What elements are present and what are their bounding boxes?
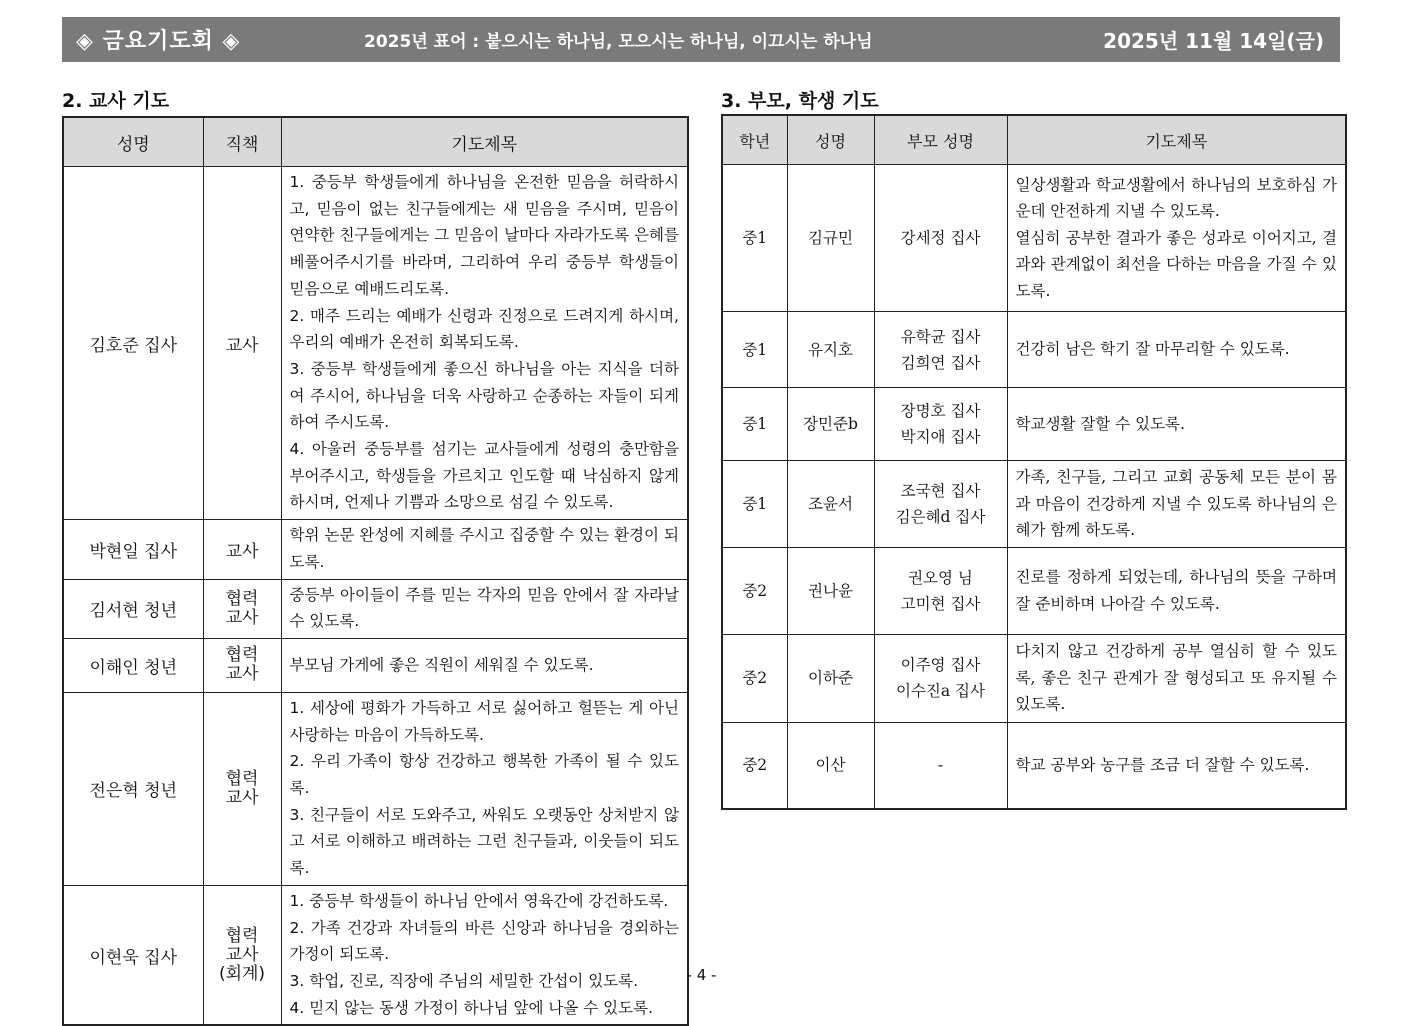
teacher-name-cell: 전은혁 청년 [63,692,203,885]
prayer-line: 일상생활과 학교생활에서 하나님의 보호하심 가운데 안전하게 지낼 수 있도록. [1015,175,1337,221]
student-name-cell: 장민준b [787,388,874,461]
table-row [722,312,1346,388]
student-name-cell: 김규민 [787,165,874,312]
prayer-item: 2. 우리 가족이 항상 건강하고 행복한 가족이 될 수 있도록. [289,752,679,798]
teacher-role-cell [203,167,281,520]
prayer-item: 중등부 아이들이 주를 믿는 각자의 믿음 안에서 잘 자라날 수 있도록. [289,585,679,631]
parent-name-line: 이수진a 집사 [895,682,986,700]
prayer-line: 학교 공부와 농구를 조금 더 잘할 수 있도록. [1015,756,1310,774]
grade-cell: 중1 [722,461,787,548]
role-line: 교사 [225,664,259,685]
teacher-role-cell [203,885,281,1025]
parent-names-cell [874,722,1007,809]
teacher-prayer-cell [281,638,688,692]
parent-name-line: 이주영 집사 [900,656,981,674]
role-line: 교사 [225,541,259,562]
prayer-line: 진로를 정하게 되었는데, 하나님의 뜻을 구하며 잘 준비하며 나아갈 수 있도록. [1015,568,1337,613]
grade-cell: 중1 [722,388,787,461]
grade-cell: 중1 [722,312,787,388]
grade-cell: 중2 [722,722,787,809]
column-header-prayer: 기도제목 [1007,115,1346,165]
student-prayer-cell [1007,722,1346,809]
parent-section-title: 3. 부모, 학생 기도 [721,90,879,112]
teacher-prayer-cell [281,692,688,885]
student-name-cell: 조윤서 [787,461,874,548]
column-header-name: 성명 [63,117,203,167]
grade-cell: 중1 [722,165,787,312]
column-header-parents: 부모 성명 [874,115,1007,165]
prayer-item: 학위 논문 완성에 지혜를 주시고 집중할 수 있는 환경이 되도록. [289,526,679,571]
parent-name-line: 강세정 집사 [900,229,981,247]
parent-name-line: 박지애 집사 [900,428,981,446]
teacher-role-cell [203,520,281,579]
student-prayer-cell [1007,165,1346,312]
student-prayer-cell [1007,634,1346,722]
prayer-item: 3. 중등부 학생들에게 좋으신 하나님을 아는 지식을 더하여 주시어, 하나님을 더욱 사랑하고 순종하는 자들이 되게 하여 주시도록. [289,359,679,432]
role-line: 교사 [225,944,259,965]
prayer-line: 건강히 남은 학기 잘 마무리할 수 있도록. [1015,340,1290,359]
parent-names-cell [874,312,1007,388]
prayer-line: 열심히 공부한 결과가 좋은 성과로 이어지고, 결과와 관계없이 최선을 다하는 마음을 가질 수 있도록. [1015,228,1337,300]
role-line: 교사 [225,335,259,356]
student-name-cell: 이하준 [787,634,874,722]
page-number: - 4 - [686,966,717,984]
prayer-item: 부모님 가게에 좋은 직원이 세워질 수 있도록. [289,655,594,674]
table-row [722,634,1346,722]
teacher-role-cell [203,579,281,638]
role-line: 협력 [225,588,259,609]
teacher-prayer-cell [281,579,688,638]
role-line: (회계) [218,963,266,984]
grade-cell: 중2 [722,634,787,722]
role-line: 교사 [225,607,259,628]
table-row [63,520,688,579]
column-header-role: 직책 [203,117,281,167]
column-header-grade: 학년 [722,115,787,165]
prayer-item: 1. 중등부 학생들에게 하나님을 온전한 믿음을 허락하시고, 믿음이 없는 친구들에게는 새 믿음을 주시며, 믿음이 연약한 친구들에게는 그 믿음이 날마다 자라가도록 은혜를 베풀어주시기를 바라며, 그리하여 우리 중등부 학생들이 믿음으로 예배드리도록. [289,173,679,298]
student-prayer-cell [1007,312,1346,388]
parent-names-cell [874,634,1007,722]
table-row [722,722,1346,809]
parent-names-cell [874,165,1007,312]
table-row [63,885,688,1025]
parent-names-cell [874,388,1007,461]
grade-cell: 중2 [722,547,787,634]
teacher-name-cell: 이해인 청년 [63,638,203,692]
role-line: 교사 [225,787,259,808]
prayer-line: 다치지 않고 건강하게 공부 열심히 할 수 있도록, 좋은 친구 관계가 잘 형성되고 또 유지될 수 있도록. [1015,642,1337,714]
prayer-line: 학교생활 잘할 수 있도록. [1015,414,1185,433]
table-row [63,638,688,692]
table-header-row [63,117,688,167]
table-header-row [722,115,1346,165]
prayer-item: 4. 믿지 않는 동생 가정이 하나님 앞에 나올 수 있도록. [289,998,654,1017]
table-row [63,579,688,638]
student-name-cell: 권나윤 [787,547,874,634]
page-header [62,17,1340,62]
parent-name-line: 김희연 집사 [900,353,981,372]
teacher-name-cell: 김호준 집사 [63,167,203,520]
teacher-name-cell: 이현욱 집사 [63,885,203,1025]
parent-names-cell [874,461,1007,548]
parent-name-line: 권오영 님 [908,568,973,587]
teacher-prayer-cell [281,520,688,579]
student-prayer-cell [1007,461,1346,548]
role-line: 협력 [225,768,259,789]
student-prayer-cell [1007,388,1346,461]
prayer-item: 3. 학업, 진로, 직장에 주님의 세밀한 간섭이 있도록. [289,971,639,990]
student-name-cell: 유지호 [787,312,874,388]
role-line: 협력 [225,645,259,666]
student-name-cell: 이산 [787,722,874,809]
teacher-section-title: 2. 교사 기도 [62,90,170,112]
table-row [722,461,1346,548]
parent-name-line: 고미현 집사 [900,594,981,613]
header-title: ◈ 금요기도회 ◈ [76,29,241,54]
role-line: 협력 [225,925,259,946]
teacher-prayer-table [62,116,689,1026]
teacher-name-cell: 박현일 집사 [63,520,203,579]
prayer-line: 가족, 친구들, 그리고 교회 공동체 모든 분이 몸과 마음이 건강하게 지낼 수 있도록 하나님의 은혜가 함께 하도록. [1015,468,1337,539]
table-row [63,167,688,520]
parent-name-line: 김은혜d 집사 [895,507,986,526]
table-row [722,388,1346,461]
prayer-item: 4. 아울러 중등부를 섬기는 교사들에게 성령의 충만함을 부어주시고, 학생들을 가르치고 인도할 때 낙심하지 않게 하시며, 언제나 기쁨과 소망으로 섬길 수 있도록. [289,440,679,512]
column-header-prayer: 기도제목 [281,117,688,167]
parent-names-cell [874,547,1007,634]
prayer-item: 2. 매주 드리는 예배가 신령과 진정으로 드려지게 하시며, 우리의 예배가 온전히 회복되도록. [289,306,679,352]
prayer-item: 1. 중등부 학생들이 하나님 안에서 영육간에 강건하도록. [289,891,669,910]
prayer-item: 2. 가족 건강과 자녀들의 바른 신앙과 하나님을 경외하는 가정이 되도록. [289,918,679,964]
table-row [722,165,1346,312]
prayer-item: 1. 세상에 평화가 가득하고 서로 싫어하고 헐뜯는 게 아닌 사랑하는 마음이 가득하도록. [289,698,679,744]
teacher-name-cell: 김서현 청년 [63,579,203,638]
prayer-item: 3. 친구들이 서로 도와주고, 싸워도 오랫동안 상처받지 않고 서로 이해하고 배려하는 그런 친구들과, 이웃들이 되도록. [289,805,679,878]
parent-name-line: 유학균 집사 [900,327,981,346]
header-date: 2025년 11월 14일(금) [1103,29,1324,53]
teacher-role-cell [203,692,281,885]
column-header-name: 성명 [787,115,874,165]
header-motto: 2025년 표어 : 붙으시는 하나님, 모으시는 하나님, 이끄시는 하나님 [364,32,873,52]
parent-name-line: - [937,756,944,775]
table-row [63,692,688,885]
teacher-prayer-cell [281,167,688,520]
teacher-prayer-cell [281,885,688,1025]
parent-name-line: 조국현 집사 [900,481,981,500]
student-prayer-cell [1007,547,1346,634]
table-row [722,547,1346,634]
teacher-role-cell [203,638,281,692]
parent-student-prayer-table [721,114,1347,810]
parent-name-line: 장명호 집사 [900,402,981,420]
